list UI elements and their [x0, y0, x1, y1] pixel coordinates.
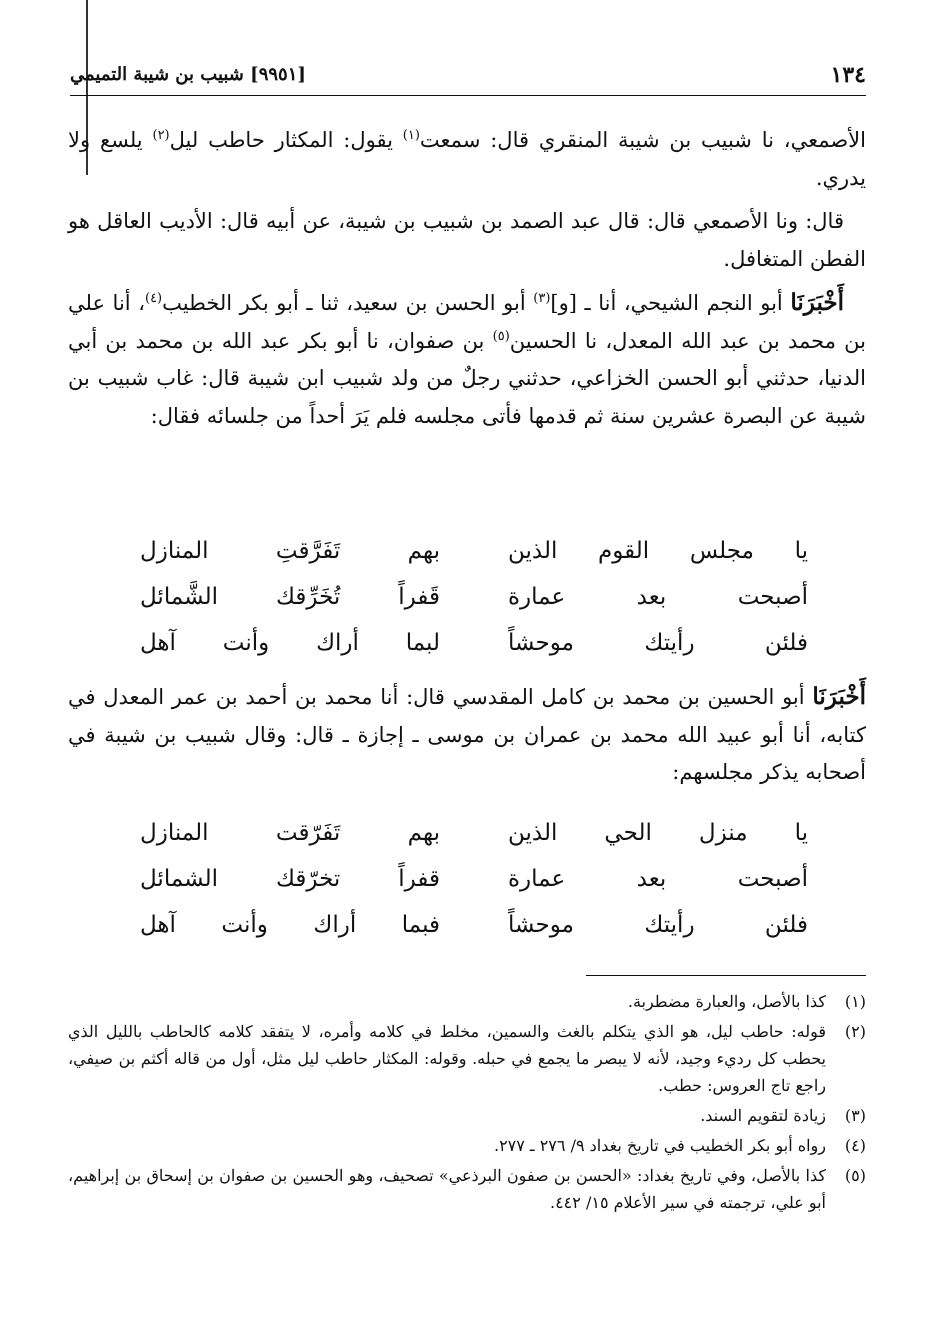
- paragraph-3-text-d: بن صفوان، نا أبو بكر عبد الله بن محمد بن أبي الدنيا، حدثني أبو الحسن الخزاعي، حدثني رجلٌ من ولد شبيب ابن شيبة قال: غاب شبيب بن شيبة عن البصرة عشرين سنة ثم قدمها فأتى مجلسه فلم يَرَ أحداً من جلسائه فقال:: [68, 328, 866, 428]
- poem-2-verse-2: [140, 866, 808, 912]
- footnote-text: كذا بالأصل، والعبارة مضطربة.: [627, 992, 826, 1011]
- paragraph-3-text-b: أبو الحسن بن سعيد، ثنا ـ أبو بكر الخطيب: [162, 291, 534, 315]
- paragraph-3-text-a: أبو النجم الشيحي، أنا ـ [و]: [550, 291, 791, 315]
- footnote-4: [68, 1132, 866, 1159]
- khabar-keyword: أَخْبَرَنَا: [790, 289, 844, 316]
- footnote-5: [68, 1162, 866, 1216]
- footnote-ref-3[interactable]: (٣): [533, 291, 551, 306]
- hemistich-second: لبما أراك وأنت آهل: [140, 630, 440, 656]
- paragraph-1-text-c: يلسع ولا يدري.: [68, 128, 866, 190]
- footnote-ref-4[interactable]: (٤): [144, 291, 163, 306]
- poem-2-verse-3: [140, 912, 808, 958]
- hemistich-first: أصبحت بعد عمارة: [508, 584, 808, 610]
- hemistich-first: فلئن رأيتك موحشاً: [508, 912, 808, 938]
- footnote-2: [68, 1018, 866, 1099]
- footnote-1: [68, 988, 866, 1015]
- footnote-number: (١): [844, 992, 866, 1011]
- running-head: [٩٩٥١] شبيب بن شيبة التميمي: [70, 64, 306, 85]
- paragraph-3: [68, 284, 866, 435]
- hemistich-first: فلئن رأيتك موحشاً: [508, 630, 808, 656]
- footnote-number: (٣): [844, 1106, 866, 1125]
- paragraph-1-text-b: يقول: المكثار حاطب ليل: [169, 128, 403, 152]
- poem-2-verse-1: [140, 820, 808, 866]
- footnote-ref-5[interactable]: (٥): [492, 328, 510, 344]
- hemistich-second: بهم تَفَرَّقتِ المنازل: [140, 538, 440, 564]
- page-number: ١٣٤: [830, 62, 866, 88]
- footnote-number: (٥): [844, 1166, 866, 1185]
- footnote-text: قوله: حاطب ليل، هو الذي يتكلم بالغث والسمين، مخلط في كلامه وأمره، لا يتفقد كلامه كالحاطب بالليل الذي يحطب كل رديء وجيد، لأنه لا يبصر ما يجمع في حبله. وقوله: المكثار حاطب ليل مثل، أول من قاله أكثم بن صيفي، راجع تاج العروس: حطب.: [68, 1022, 826, 1095]
- hemistich-second: بهم تَفَرّقت المنازل: [140, 820, 440, 846]
- footnote-text: كذا بالأصل، وفي تاريخ بغداد: «الحسن بن صفون البرذعي» تصحيف، وهو الحسين بن صفوان بن إسحاق بن إبراهيم، أبو علي، ترجمته في سير الأعلام ١٥/ ٤٤٢.: [68, 1166, 827, 1212]
- footnote-rule: [586, 975, 866, 976]
- poem-1-verse-3: [140, 630, 808, 676]
- paragraph-1-text-a: الأصمعي، نا شبيب بن شيبة المنقري قال: سمعت: [419, 128, 866, 152]
- poem-1: [140, 538, 808, 676]
- khabar-keyword: أَخْبَرَنَا: [812, 683, 866, 710]
- poem-1-verse-1: [140, 538, 808, 584]
- footnote-text: زيادة لتقويم السند.: [700, 1106, 826, 1125]
- main-text-block-1: [68, 122, 866, 435]
- header-rule: [70, 95, 866, 96]
- hemistich-first: أصبحت بعد عمارة: [508, 866, 808, 892]
- hemistich-second: قَفراً تُخَرِّقك الشَّمائل: [140, 584, 440, 610]
- footnotes: [68, 988, 866, 1219]
- footnote-ref-2[interactable]: (٢): [152, 128, 170, 143]
- main-text-block-2: [68, 678, 866, 792]
- footnote-3: [68, 1102, 866, 1129]
- hemistich-second: فبما أراك وأنت آهل: [140, 912, 440, 938]
- paragraph-3-text-c: ، أنا علي بن محمد بن عبد الله المعدل، نا الحسين: [68, 291, 866, 353]
- poem-2: [140, 820, 808, 958]
- paragraph-4: [68, 678, 866, 792]
- footnote-number: (٢): [844, 1022, 866, 1041]
- footnote-number: (٤): [844, 1136, 866, 1155]
- paragraph-4-text: أبو الحسين بن محمد بن كامل المقدسي قال: أنا محمد بن أحمد بن عمر المعدل في كتابه، أنا أبو عبيد الله محمد بن عمران بن موسى ـ إجازة ـ قال: وقال شبيب بن شيبة في أصحابه يذكر مجلسهم:: [68, 685, 866, 784]
- hemistich-first: يا مجلس القوم الذين: [508, 538, 808, 564]
- paragraph-1: [68, 122, 866, 197]
- poem-1-verse-2: [140, 584, 808, 630]
- hemistich-first: يا منزل الحي الذين: [508, 820, 808, 846]
- footnote-ref-1[interactable]: (١): [402, 128, 420, 143]
- footnote-text: رواه أبو بكر الخطيب في تاريخ بغداد ٩/ ٢٧٦ ـ ٢٧٧.: [493, 1136, 826, 1155]
- hemistich-second: قفراً تخرّقك الشمائل: [140, 866, 440, 892]
- page-header: [70, 52, 866, 92]
- paragraph-2: قال: ونا الأصمعي قال: قال عبد الصمد بن شبيب بن شيبة، عن أبيه قال: الأديب العاقل هو الفطن المتغافل.: [68, 209, 866, 271]
